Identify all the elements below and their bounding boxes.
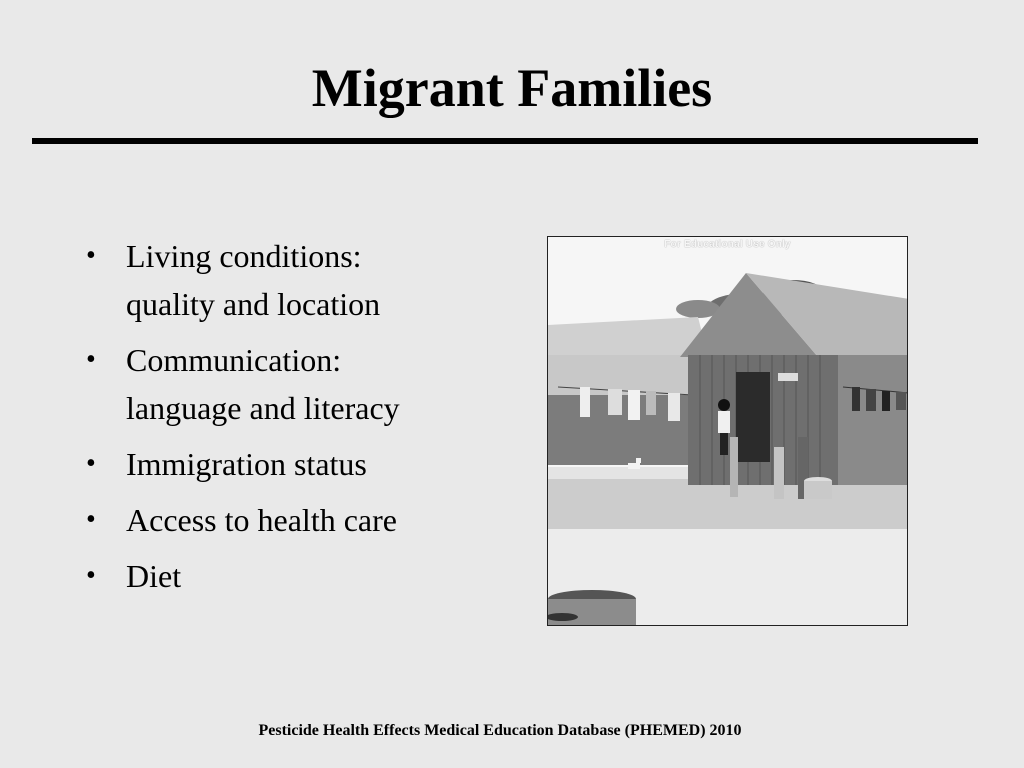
bullet-item (86, 336, 506, 432)
bullet-text: Immigration status (126, 446, 367, 482)
photo-illustration (548, 237, 908, 626)
bullet-item (86, 496, 506, 544)
photo-watermark: For Educational Use Only (664, 239, 791, 250)
bullet-text: Access to health care (126, 502, 397, 538)
bullet-list (86, 232, 506, 608)
bullet-item (86, 440, 506, 488)
migrant-housing-photo (547, 236, 908, 626)
bullet-icon: • (86, 240, 96, 271)
title-divider (32, 138, 978, 144)
bullet-item (86, 552, 506, 600)
bullet-icon: • (86, 504, 96, 535)
bullet-text-continued: quality and location (126, 286, 381, 322)
bullet-text: Diet (126, 558, 182, 594)
bullet-text-continued: language and literacy (126, 390, 400, 426)
bullet-text: Living conditions: (126, 238, 362, 274)
bullet-item (86, 232, 506, 328)
bullet-icon: • (86, 344, 96, 375)
footer-source: Pesticide Health Effects Medical Education Database (PHEMED) 2010 (258, 722, 742, 739)
bullet-icon: • (86, 560, 96, 591)
bullet-icon: • (86, 448, 96, 479)
slide-title: Migrant Families (311, 58, 713, 118)
bullet-text: Communication: (126, 342, 342, 378)
